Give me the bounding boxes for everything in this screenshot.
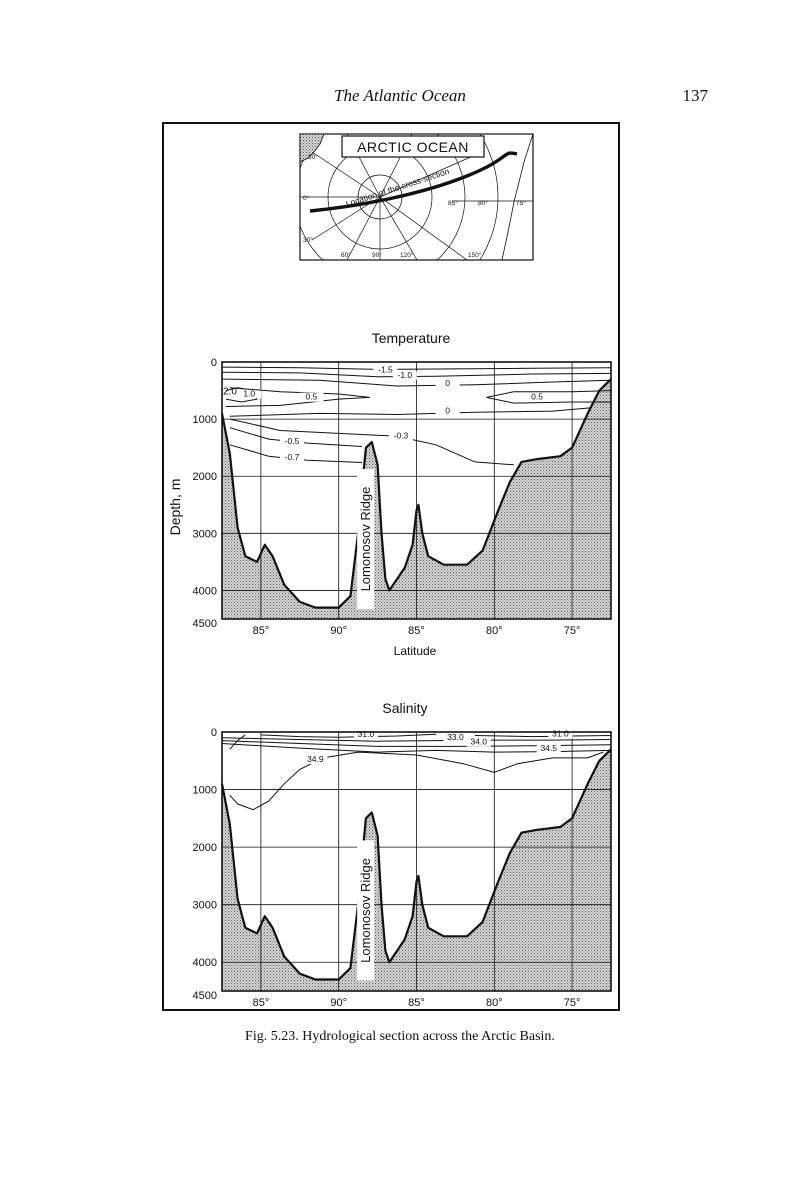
isoline-label: 31.0 (357, 729, 375, 740)
isoline (230, 735, 246, 749)
y-tick-label: 3000 (192, 899, 217, 912)
isoline-label: 34.0 (470, 736, 488, 747)
y-axis-label: Depth, m (167, 478, 183, 536)
x-axis-label: Latitude (393, 644, 437, 658)
x-tick-label: 75° (563, 625, 581, 637)
chart-title: Temperature (371, 330, 451, 346)
x-tick-label: 80° (485, 625, 503, 637)
figure-canvas (162, 122, 620, 1011)
temperature-chart (167, 330, 611, 658)
y-tick-label: 4500 (192, 990, 217, 1002)
y-tick-label: 1000 (192, 414, 217, 427)
x-tick-label: 85° (408, 997, 425, 1009)
lon-label: 60° (341, 252, 351, 259)
y-tick-label: 2000 (192, 471, 217, 484)
lon-label: 120° (400, 252, 414, 259)
running-title: The Atlantic Ocean (334, 86, 466, 105)
page-number: 137 (682, 86, 708, 105)
y-tick-label: 4000 (192, 957, 217, 970)
lon-label: 30° (303, 237, 313, 244)
isoline-label: 0 (445, 405, 450, 416)
y-tick-label: 4500 (192, 618, 217, 630)
isoline-label: 0 (445, 377, 450, 388)
isoline-label: 31.0 (552, 728, 569, 739)
lon-label: 30° (308, 154, 318, 161)
x-tick-label: 90° (330, 625, 348, 637)
lat-label: 75° (516, 200, 526, 207)
lat-label: 80° (478, 200, 488, 207)
ridge-label: Lomonosov Ridge (358, 858, 374, 963)
plot-area (193, 727, 611, 1009)
isoline-label: 0.5 (305, 391, 318, 402)
y-tick-label: 2000 (192, 842, 217, 855)
isoline-label: 34.9 (307, 753, 324, 764)
isoline-label: 33.0 (447, 732, 464, 743)
isoline (475, 736, 611, 737)
inset-map (262, 122, 533, 315)
lat-label: 85° (448, 200, 458, 207)
y-tick-label: 0 (210, 727, 217, 739)
y-tick-label: 0 (210, 357, 217, 369)
x-tick-label: 75° (563, 997, 581, 1009)
x-tick-label: 90° (330, 997, 348, 1009)
isoline (230, 408, 592, 417)
chart-title: Salinity (382, 700, 428, 716)
isoline-label: -0.5 (284, 436, 300, 447)
lon-label: 150° (468, 252, 482, 259)
isoline-label: -0.3 (393, 430, 409, 441)
isoline-label: 0.5 (531, 391, 544, 402)
plot-area (193, 357, 611, 637)
y-tick-label: 1000 (192, 784, 217, 797)
map-title: ARCTIC OCEAN (357, 139, 469, 155)
y-tick-label: 2.0 (223, 386, 237, 398)
x-tick-label: 85° (252, 997, 270, 1009)
isoline (261, 734, 436, 737)
isoline-label: 34.5 (540, 742, 558, 753)
figure-caption: Fig. 5.23. Hydrological section across the Arctic Basin. (245, 1029, 555, 1044)
x-tick-label: 85° (252, 625, 270, 637)
lon-label: 0° (303, 195, 310, 202)
y-tick-label: 4000 (192, 585, 217, 598)
x-tick-label: 80° (485, 997, 503, 1009)
isoline-label: -1.5 (378, 364, 393, 375)
ridge-label: Lomonosov Ridge (358, 486, 374, 592)
route-label: Location of the cross-section (344, 165, 451, 209)
y-tick-label: 3000 (192, 528, 217, 541)
salinity-chart (193, 700, 611, 1009)
isoline-label: -1.0 (397, 369, 413, 380)
isoline-label: 1.0 (243, 388, 256, 399)
lon-label: 90° (372, 252, 382, 259)
isoline-label: -0.7 (284, 452, 300, 463)
x-tick-label: 85° (408, 625, 425, 637)
